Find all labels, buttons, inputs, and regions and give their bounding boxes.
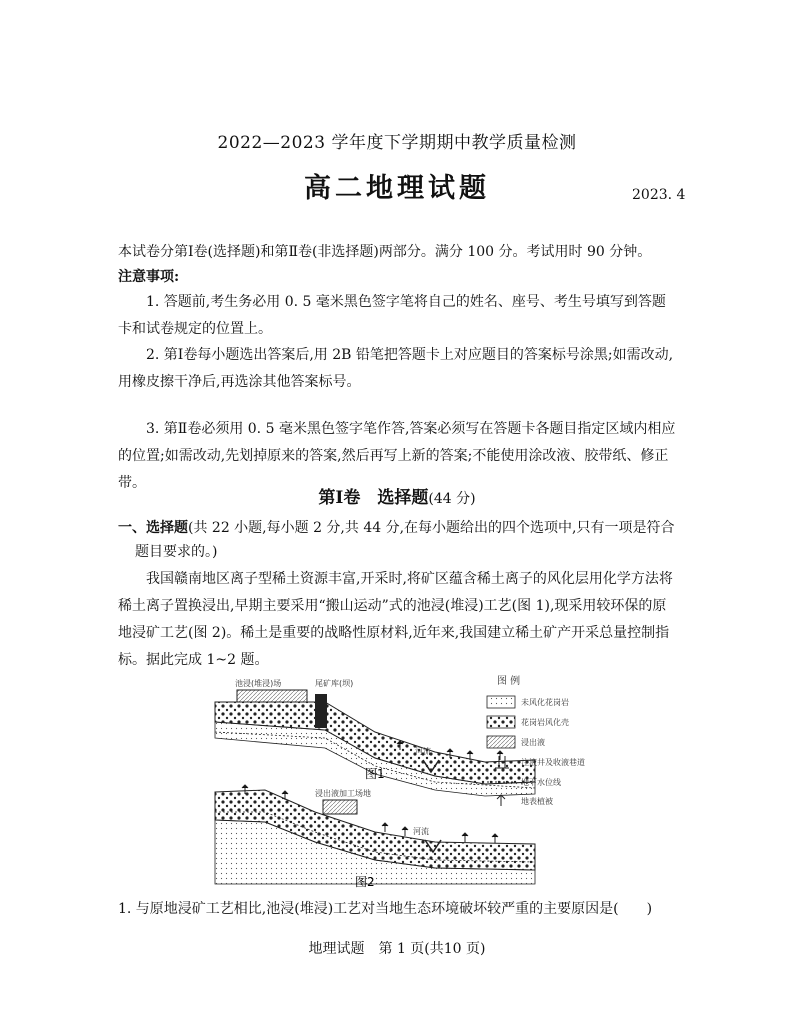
- fig2-plant-label: 浸出液加工场地: [315, 789, 371, 798]
- page-footer: 地理试题 第 1 页(共10 页): [308, 941, 486, 957]
- vegetation-icon: [497, 795, 505, 806]
- notice-item-3: 3. 第Ⅱ卷必须用 0. 5 毫米黑色签字笔作答,答案必须写在答题卡各题目指定区域内相应的位置;如需改动,先划掉原来的答案,然后再写上新的答案;不能使用涂改液、胶带纸、修正带。: [118, 421, 676, 491]
- fig1-top-label: 池浸(堆浸)场: [235, 679, 282, 688]
- section-heading: [0, 483, 794, 508]
- exam-date: 2023. 4: [632, 187, 686, 203]
- legend-swatch-leachate: [487, 736, 515, 748]
- section-title: 第Ⅰ卷 选择题: [318, 488, 429, 508]
- figure-2-diagram: [215, 785, 535, 889]
- question-intro-label: 一、选择题: [118, 520, 188, 536]
- legend-item-2: 花岗岩风化壳: [521, 718, 569, 727]
- legend-item-1: 未风化花岗岩: [521, 698, 569, 707]
- question-intro-text-2: 题目要求的。): [135, 544, 218, 560]
- fig1-dam-label: 尾矿库(坝): [315, 679, 354, 688]
- subject-title: 高二地理试题: [304, 173, 490, 204]
- fig1-label: 图1: [365, 767, 385, 781]
- material-text: 我国赣南地区离子型稀土资源丰富,开采时,将矿区蕴含稀土离子的风化层用化学方法将稀土离子置换浸出,早期主要采用“搬山运动”式的池浸(堆浸)工艺(图 1),现采用较环保的原地浸矿工艺(图 2)。稀土是重要的战略性原材料,近年来,我国建立稀土矿产开采总量控制指标。据此完成 1~2 题。: [118, 571, 673, 668]
- legend-title: 图 例: [497, 676, 521, 687]
- legend-swatch-bedrock: [487, 696, 515, 708]
- notice-label: 注意事项:: [118, 269, 180, 285]
- question-intro-text: (共 22 小题,每小题 2 分,共 44 分,在每小题给出的四个选项中,只有一项是符合: [188, 520, 675, 536]
- fig2-label: 图2: [355, 875, 375, 889]
- question-intro: [118, 515, 678, 541]
- exam-title: 2022—2023 学年度下学期期中教学质量检测: [217, 133, 577, 153]
- legend-item-4: 注液井及收液巷道: [521, 758, 585, 767]
- section-points: (44 分): [428, 491, 476, 507]
- legend-swatch-weathered: [487, 716, 515, 728]
- notice-item-1: 1. 答题前,考生务必用 0. 5 毫米黑色签字笔将自己的姓名、座号、考生号填写到答题卡和试卷规定的位置上。: [118, 294, 666, 337]
- legend-item-3: 浸出液: [521, 738, 545, 747]
- figures-svg: [205, 672, 625, 892]
- legend-item-6: 地表植被: [521, 797, 553, 806]
- intro-text: 本试卷分第Ⅰ卷(选择题)和第Ⅱ卷(非选择题)两部分。满分 100 分。考试用时 90 分钟。: [118, 244, 652, 260]
- fig2-river-label: 河流: [413, 827, 429, 836]
- question-1: 1. 与原地浸矿工艺相比,池浸(堆浸)工艺对当地生态环境破坏较严重的主要原因是( ): [118, 901, 653, 917]
- legend-item-5: 地下水位线: [521, 778, 561, 787]
- notice-item-2: 2. 第Ⅰ卷每小题选出答案后,用 2B 铅笔把答题卡上对应题目的答案标号涂黑;如需改动,用橡皮擦干净后,再选涂其他答案标号。: [118, 347, 674, 390]
- fig1-river-label: 河流: [415, 747, 431, 756]
- figures-block: [205, 672, 625, 892]
